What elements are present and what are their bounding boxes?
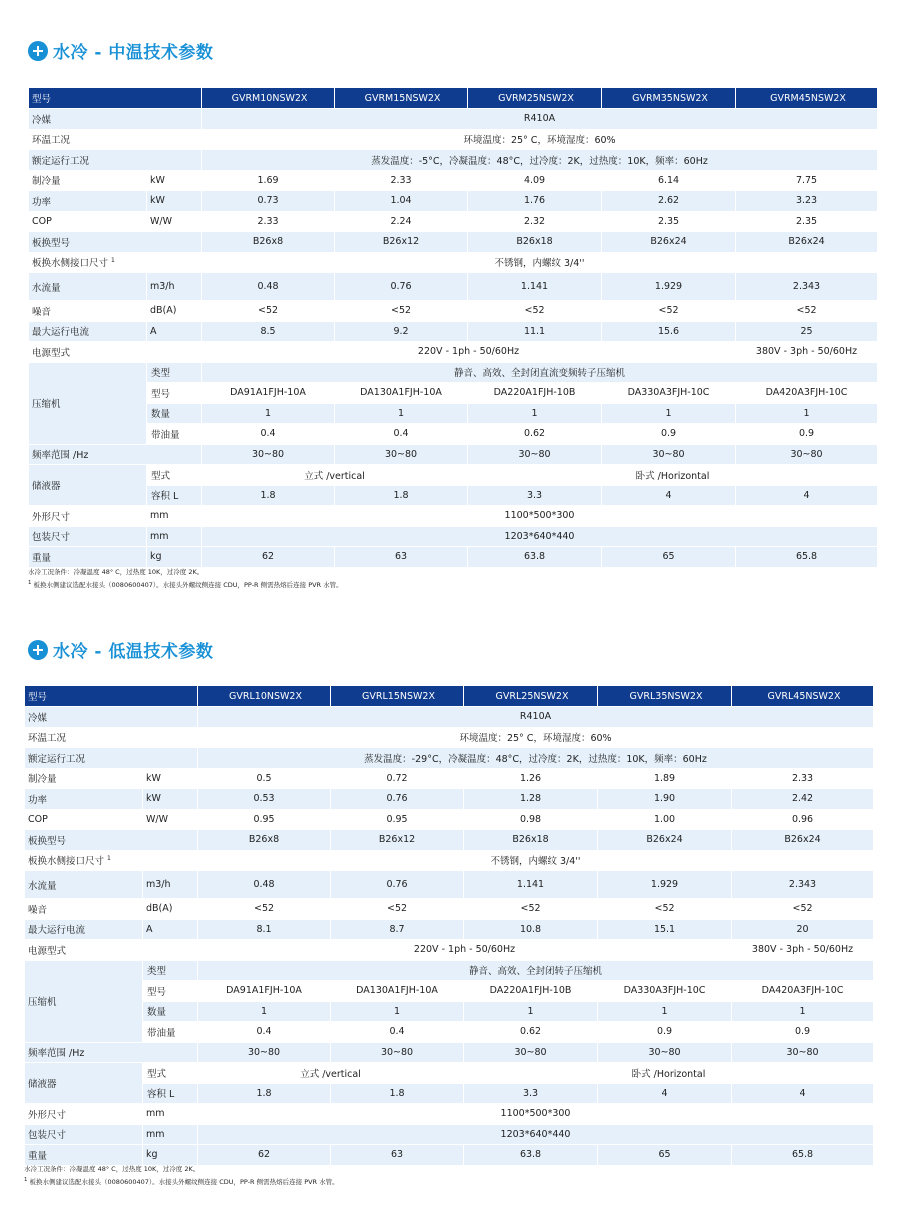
cell-value: 4 bbox=[732, 1083, 874, 1104]
sub-label: 型号 bbox=[147, 383, 202, 404]
cell-value: 1 bbox=[468, 403, 602, 424]
row-unit: kg bbox=[143, 1145, 198, 1166]
row-label: COP bbox=[25, 809, 143, 830]
sub-label: 带油量 bbox=[147, 424, 202, 445]
cell-value: B26x24 bbox=[736, 232, 878, 253]
cell-value: DA91A1FJH-10A bbox=[202, 383, 335, 404]
model-header: GVRM45NSW2X bbox=[736, 88, 878, 109]
cell-value: 1.90 bbox=[598, 789, 732, 810]
table-row bbox=[25, 940, 874, 961]
plus-circle-icon bbox=[28, 41, 48, 61]
table-row bbox=[29, 109, 878, 130]
table-row bbox=[25, 1083, 874, 1104]
cell-value: 1.89 bbox=[598, 768, 732, 789]
table-row bbox=[25, 707, 874, 728]
cell-value: DA220A1FJH-10B bbox=[468, 383, 602, 404]
table-row bbox=[29, 362, 878, 383]
cell-value: 1.8 bbox=[335, 485, 468, 506]
row-label: 最大运行电流 bbox=[25, 919, 143, 940]
row-unit: dB(A) bbox=[143, 899, 198, 920]
table-row bbox=[29, 465, 878, 486]
footnote-marker: 1 bbox=[111, 257, 115, 265]
table-row bbox=[25, 850, 874, 871]
row-unit: W/W bbox=[143, 809, 198, 830]
row-label: 噪音 bbox=[29, 301, 147, 322]
row-unit: mm bbox=[147, 526, 202, 547]
cell-value: 30~80 bbox=[602, 444, 736, 465]
row-label: 压缩机 bbox=[25, 960, 143, 1042]
row-label: 重量 bbox=[25, 1145, 143, 1166]
model-header: GVRL45NSW2X bbox=[732, 686, 874, 707]
row-unit: A bbox=[147, 321, 202, 342]
cell-value: 1203*640*440 bbox=[198, 1124, 874, 1145]
table-row bbox=[25, 727, 874, 748]
table-row bbox=[29, 403, 878, 424]
cell-value: 1.04 bbox=[335, 191, 468, 212]
cell-value: <52 bbox=[736, 301, 878, 322]
model-header: GVRM10NSW2X bbox=[202, 88, 335, 109]
cell-value: 静音、高效、全封闭转子压缩机 bbox=[198, 960, 874, 981]
footnote-connector: 板换水侧建议选配水接头（0080600407）。水接头外螺纹侧连接 CDU，PP-R 侧需热熔后连接 PVR 水管。 bbox=[29, 1178, 339, 1187]
cell-value: 0.4 bbox=[335, 424, 468, 445]
cell-value: 2.343 bbox=[732, 871, 874, 899]
cell-value: 0.72 bbox=[331, 768, 464, 789]
footnote-marker: 1 bbox=[28, 580, 32, 586]
section-title-text: 水冷 - 低温技术参数 bbox=[53, 642, 214, 662]
cell-value: 7.75 bbox=[736, 170, 878, 191]
row-label: 水流量 bbox=[29, 273, 147, 301]
cell-value: 2.35 bbox=[602, 211, 736, 232]
cell-value: 1 bbox=[198, 1001, 331, 1022]
cell-value: 65 bbox=[598, 1145, 732, 1166]
section-title-medium bbox=[28, 38, 213, 63]
model-header: GVRM25NSW2X bbox=[468, 88, 602, 109]
cell-value: 63 bbox=[335, 547, 468, 568]
cell-value: 1.69 bbox=[202, 170, 335, 191]
cell-value: 65.8 bbox=[732, 1145, 874, 1166]
cell-value: 0.76 bbox=[331, 789, 464, 810]
cell-value: B26x24 bbox=[598, 830, 732, 851]
cell-value: 30~80 bbox=[198, 1042, 331, 1063]
cell-value: 2.343 bbox=[736, 273, 878, 301]
cell-value: 30~80 bbox=[598, 1042, 732, 1063]
cell-value: <52 bbox=[331, 899, 464, 920]
cell-value: <52 bbox=[464, 899, 598, 920]
row-unit: kg bbox=[147, 547, 202, 568]
footnote-conditions: 水冷工况条件：冷凝温度 48° C，过热度 10K，过冷度 2K。 bbox=[28, 568, 204, 576]
cell-value: 立式 /vertical bbox=[198, 1063, 464, 1084]
table-row bbox=[25, 1063, 874, 1084]
cell-value: 0.9 bbox=[736, 424, 878, 445]
cell-value: 15.6 bbox=[602, 321, 736, 342]
cell-value: 1.929 bbox=[598, 871, 732, 899]
cell-value: 15.1 bbox=[598, 919, 732, 940]
cell-value: 0.48 bbox=[202, 273, 335, 301]
row-unit: dB(A) bbox=[147, 301, 202, 322]
cell-value: 0.76 bbox=[335, 273, 468, 301]
cell-value: 立式 /vertical bbox=[202, 465, 468, 486]
cell-value: 蒸发温度：-5°C，冷凝温度：48°C，过冷度：2K，过热度：10K，频率：60Hz bbox=[202, 150, 878, 171]
table-row bbox=[29, 444, 878, 465]
cell-value: 1.8 bbox=[202, 485, 335, 506]
row-label-text: 板换水侧接口尺寸 bbox=[28, 856, 105, 868]
table-row bbox=[29, 301, 878, 322]
cell-value: 4.09 bbox=[468, 170, 602, 191]
cell-value: 8.5 bbox=[202, 321, 335, 342]
cell-value: 1 bbox=[202, 403, 335, 424]
row-label-text: 板换水侧接口尺寸 bbox=[32, 258, 109, 270]
table-row bbox=[29, 170, 878, 191]
cell-value: DA330A3FJH-10C bbox=[602, 383, 736, 404]
cell-value: 30~80 bbox=[331, 1042, 464, 1063]
table-row bbox=[25, 1145, 874, 1166]
row-label: 冷媒 bbox=[29, 109, 202, 130]
cell-value: 380V - 3ph - 50/60Hz bbox=[732, 940, 874, 961]
model-header: GVRM15NSW2X bbox=[335, 88, 468, 109]
cell-value: 65.8 bbox=[736, 547, 878, 568]
cell-value: R410A bbox=[202, 109, 878, 130]
cell-value: 0.9 bbox=[598, 1022, 732, 1043]
row-unit: kW bbox=[143, 768, 198, 789]
cell-value: 62 bbox=[198, 1145, 331, 1166]
cell-value: <52 bbox=[602, 301, 736, 322]
sub-label: 类型 bbox=[143, 960, 198, 981]
cell-value: 0.4 bbox=[331, 1022, 464, 1043]
row-label: 压缩机 bbox=[29, 362, 147, 444]
table-row bbox=[29, 424, 878, 445]
cell-value: 25 bbox=[736, 321, 878, 342]
table-row bbox=[29, 232, 878, 253]
row-unit: m3/h bbox=[143, 871, 198, 899]
cell-value: 0.76 bbox=[331, 871, 464, 899]
cell-value: 380V - 3ph - 50/60Hz bbox=[736, 342, 878, 363]
row-unit: W/W bbox=[147, 211, 202, 232]
cell-value: 0.95 bbox=[331, 809, 464, 830]
spec-table-low bbox=[24, 685, 874, 1166]
row-label: 额定运行工况 bbox=[25, 748, 198, 769]
row-unit: A bbox=[143, 919, 198, 940]
sub-label: 类型 bbox=[147, 362, 202, 383]
cell-value: 4 bbox=[736, 485, 878, 506]
cell-value: 1.8 bbox=[198, 1083, 331, 1104]
cell-value: 2.42 bbox=[732, 789, 874, 810]
sub-label: 型号 bbox=[143, 981, 198, 1002]
row-label: 包装尺寸 bbox=[25, 1124, 143, 1145]
cell-value: 65 bbox=[602, 547, 736, 568]
row-label: 噪音 bbox=[25, 899, 143, 920]
cell-value: 9.2 bbox=[335, 321, 468, 342]
cell-value: 0.98 bbox=[464, 809, 598, 830]
section-title-low bbox=[28, 637, 213, 662]
row-unit: kW bbox=[147, 191, 202, 212]
cell-value: <52 bbox=[198, 899, 331, 920]
table-row bbox=[25, 768, 874, 789]
cell-value: 0.96 bbox=[732, 809, 874, 830]
table-row bbox=[29, 485, 878, 506]
cell-value: 静音、高效、全封闭直流变频转子压缩机 bbox=[202, 362, 878, 383]
cell-value: 1.26 bbox=[464, 768, 598, 789]
model-header: GVRM35NSW2X bbox=[602, 88, 736, 109]
cell-value: 30~80 bbox=[335, 444, 468, 465]
row-label: 最大运行电流 bbox=[29, 321, 147, 342]
table-header-row bbox=[29, 88, 878, 109]
row-label: 板换型号 bbox=[25, 830, 198, 851]
cell-value: 1 bbox=[736, 403, 878, 424]
cell-value: <52 bbox=[335, 301, 468, 322]
table-header-row bbox=[25, 686, 874, 707]
cell-value: 1 bbox=[732, 1001, 874, 1022]
cell-value: 卧式 /Horizontal bbox=[468, 465, 878, 486]
cell-value: 30~80 bbox=[464, 1042, 598, 1063]
footnote-marker: 1 bbox=[107, 855, 111, 863]
cell-value: 2.35 bbox=[736, 211, 878, 232]
row-unit: mm bbox=[143, 1124, 198, 1145]
table-row bbox=[25, 1042, 874, 1063]
table-row bbox=[29, 252, 878, 273]
cell-value: 30~80 bbox=[202, 444, 335, 465]
cell-value: 2.32 bbox=[468, 211, 602, 232]
sub-label: 型式 bbox=[147, 465, 202, 486]
footnote-line bbox=[24, 1175, 339, 1188]
cell-value: B26x12 bbox=[331, 830, 464, 851]
row-label: 功率 bbox=[25, 789, 143, 810]
cell-value: <52 bbox=[468, 301, 602, 322]
cell-value: 1 bbox=[335, 403, 468, 424]
row-label: 制冷量 bbox=[25, 768, 143, 789]
cell-value: 30~80 bbox=[736, 444, 878, 465]
cell-value: 1 bbox=[331, 1001, 464, 1022]
cell-value: DA420A3FJH-10C bbox=[736, 383, 878, 404]
row-unit: m3/h bbox=[147, 273, 202, 301]
cell-value: B26x8 bbox=[202, 232, 335, 253]
footnote-block bbox=[24, 1164, 339, 1188]
cell-value: 环境温度：25° C，环境湿度：60% bbox=[202, 129, 878, 150]
cell-value: 0.9 bbox=[732, 1022, 874, 1043]
cell-value: 1.141 bbox=[464, 871, 598, 899]
cell-value: DA220A1FJH-10B bbox=[464, 981, 598, 1002]
model-header: GVRL15NSW2X bbox=[331, 686, 464, 707]
row-unit: kW bbox=[147, 170, 202, 191]
table-row bbox=[25, 871, 874, 899]
table-row bbox=[29, 342, 878, 363]
cell-value: 0.9 bbox=[602, 424, 736, 445]
sub-label: 容积 L bbox=[143, 1083, 198, 1104]
cell-value: 2.33 bbox=[335, 170, 468, 191]
cell-value: 3.3 bbox=[468, 485, 602, 506]
cell-value: 不锈钢，内螺纹 3/4'' bbox=[202, 252, 878, 273]
cell-value: 1 bbox=[464, 1001, 598, 1022]
row-unit: mm bbox=[143, 1104, 198, 1125]
spec-table-medium bbox=[28, 87, 878, 568]
cell-value: 1.00 bbox=[598, 809, 732, 830]
row-label: 外形尺寸 bbox=[25, 1104, 143, 1125]
sub-label: 数量 bbox=[143, 1001, 198, 1022]
cell-value: 220V - 1ph - 50/60Hz bbox=[198, 940, 732, 961]
cell-value: 2.33 bbox=[732, 768, 874, 789]
table-row bbox=[25, 981, 874, 1002]
cell-value: 0.73 bbox=[202, 191, 335, 212]
cell-value: 1100*500*300 bbox=[198, 1104, 874, 1125]
cell-value: 8.1 bbox=[198, 919, 331, 940]
cell-value: 0.48 bbox=[198, 871, 331, 899]
cell-value: 6.14 bbox=[602, 170, 736, 191]
footnote-marker: 1 bbox=[24, 1177, 28, 1183]
table-row bbox=[29, 383, 878, 404]
cell-value: 1203*640*440 bbox=[202, 526, 878, 547]
cell-value: 63 bbox=[331, 1145, 464, 1166]
cell-value: 2.24 bbox=[335, 211, 468, 232]
cell-value: 1.76 bbox=[468, 191, 602, 212]
cell-value: 0.62 bbox=[464, 1022, 598, 1043]
footnote-connector: 板换水侧建议选配水接头（0080600407）。水接头外螺纹侧连接 CDU，PP-R 侧需热熔后连接 PVR 水管。 bbox=[33, 581, 343, 590]
cell-value: 1 bbox=[598, 1001, 732, 1022]
cell-value: 环境温度：25° C，环境湿度：60% bbox=[198, 727, 874, 748]
cell-value: 3.23 bbox=[736, 191, 878, 212]
cell-value: 10.8 bbox=[464, 919, 598, 940]
table-row bbox=[25, 830, 874, 851]
table-row bbox=[29, 191, 878, 212]
table-row bbox=[25, 919, 874, 940]
cell-value: B26x12 bbox=[335, 232, 468, 253]
row-label: 频率范围 /Hz bbox=[25, 1042, 198, 1063]
table-row bbox=[25, 1104, 874, 1125]
table-row bbox=[29, 129, 878, 150]
table-row bbox=[25, 960, 874, 981]
cell-value: <52 bbox=[598, 899, 732, 920]
cell-value: 0.5 bbox=[198, 768, 331, 789]
cell-value: 4 bbox=[598, 1083, 732, 1104]
row-label: 水流量 bbox=[25, 871, 143, 899]
cell-value: B26x18 bbox=[468, 232, 602, 253]
model-header: GVRL35NSW2X bbox=[598, 686, 732, 707]
row-label: 储液器 bbox=[29, 465, 147, 506]
table-row bbox=[25, 1124, 874, 1145]
row-label: 重量 bbox=[29, 547, 147, 568]
cell-value: <52 bbox=[732, 899, 874, 920]
table-row bbox=[25, 748, 874, 769]
table-row bbox=[25, 1022, 874, 1043]
cell-value: B26x24 bbox=[602, 232, 736, 253]
row-label bbox=[29, 252, 202, 273]
row-label: 外形尺寸 bbox=[29, 506, 147, 527]
cell-value: 1.28 bbox=[464, 789, 598, 810]
table-row bbox=[29, 150, 878, 171]
table-row bbox=[25, 899, 874, 920]
col-header-label: 型号 bbox=[29, 88, 202, 109]
cell-value: 2.62 bbox=[602, 191, 736, 212]
cell-value: 63.8 bbox=[468, 547, 602, 568]
cell-value: 0.62 bbox=[468, 424, 602, 445]
cell-value: <52 bbox=[202, 301, 335, 322]
model-header: GVRL25NSW2X bbox=[464, 686, 598, 707]
cell-value: 0.95 bbox=[198, 809, 331, 830]
cell-value: R410A bbox=[198, 707, 874, 728]
table-row bbox=[29, 273, 878, 301]
cell-value: 2.33 bbox=[202, 211, 335, 232]
cell-value: 3.3 bbox=[464, 1083, 598, 1104]
cell-value: 62 bbox=[202, 547, 335, 568]
row-label: 冷媒 bbox=[25, 707, 198, 728]
row-label: 包装尺寸 bbox=[29, 526, 147, 547]
row-label: 功率 bbox=[29, 191, 147, 212]
row-label: 电源型式 bbox=[25, 940, 198, 961]
cell-value: 卧式 /Horizontal bbox=[464, 1063, 874, 1084]
row-label: 电源型式 bbox=[29, 342, 202, 363]
sub-label: 数量 bbox=[147, 403, 202, 424]
cell-value: 1100*500*300 bbox=[202, 506, 878, 527]
cell-value: B26x24 bbox=[732, 830, 874, 851]
table-row bbox=[29, 526, 878, 547]
table-row bbox=[25, 809, 874, 830]
cell-value: 1.929 bbox=[602, 273, 736, 301]
row-label bbox=[25, 850, 198, 871]
plus-circle-icon bbox=[28, 640, 48, 660]
table-row bbox=[29, 547, 878, 568]
row-label: 制冷量 bbox=[29, 170, 147, 191]
row-label: COP bbox=[29, 211, 147, 232]
section-title-text: 水冷 - 中温技术参数 bbox=[53, 43, 214, 63]
cell-value: 220V - 1ph - 50/60Hz bbox=[202, 342, 736, 363]
footnote-conditions: 水冷工况条件：冷凝温度 48° C，过热度 10K，过冷度 2K。 bbox=[24, 1165, 200, 1173]
table-row bbox=[29, 211, 878, 232]
cell-value: B26x8 bbox=[198, 830, 331, 851]
cell-value: DA330A3FJH-10C bbox=[598, 981, 732, 1002]
cell-value: DA420A3FJH-10C bbox=[732, 981, 874, 1002]
cell-value: B26x18 bbox=[464, 830, 598, 851]
row-unit: kW bbox=[143, 789, 198, 810]
sub-label: 带油量 bbox=[143, 1022, 198, 1043]
row-label: 储液器 bbox=[25, 1063, 143, 1104]
cell-value: 不锈钢，内螺纹 3/4'' bbox=[198, 850, 874, 871]
cell-value: 30~80 bbox=[468, 444, 602, 465]
table-row bbox=[25, 1001, 874, 1022]
cell-value: 1.141 bbox=[468, 273, 602, 301]
sub-label: 容积 L bbox=[147, 485, 202, 506]
footnote-line bbox=[28, 578, 343, 591]
row-label: 环温工况 bbox=[25, 727, 198, 748]
table-row bbox=[25, 789, 874, 810]
cell-value: 30~80 bbox=[732, 1042, 874, 1063]
cell-value: 20 bbox=[732, 919, 874, 940]
cell-value: 11.1 bbox=[468, 321, 602, 342]
sub-label: 型式 bbox=[143, 1063, 198, 1084]
row-label: 频率范围 /Hz bbox=[29, 444, 202, 465]
model-header: GVRL10NSW2X bbox=[198, 686, 331, 707]
cell-value: 0.53 bbox=[198, 789, 331, 810]
cell-value: 4 bbox=[602, 485, 736, 506]
footnote-block bbox=[28, 567, 343, 591]
row-label: 额定运行工况 bbox=[29, 150, 202, 171]
cell-value: DA130A1FJH-10A bbox=[335, 383, 468, 404]
cell-value: 63.8 bbox=[464, 1145, 598, 1166]
cell-value: DA91A1FJH-10A bbox=[198, 981, 331, 1002]
col-header-label: 型号 bbox=[25, 686, 198, 707]
cell-value: 0.4 bbox=[198, 1022, 331, 1043]
cell-value: 8.7 bbox=[331, 919, 464, 940]
row-unit: mm bbox=[147, 506, 202, 527]
row-label: 板换型号 bbox=[29, 232, 202, 253]
cell-value: DA130A1FJH-10A bbox=[331, 981, 464, 1002]
cell-value: 1 bbox=[602, 403, 736, 424]
row-label: 环温工况 bbox=[29, 129, 202, 150]
table-row bbox=[29, 506, 878, 527]
cell-value: 0.4 bbox=[202, 424, 335, 445]
cell-value: 1.8 bbox=[331, 1083, 464, 1104]
table-row bbox=[29, 321, 878, 342]
cell-value: 蒸发温度：-29°C，冷凝温度：48°C，过冷度：2K，过热度：10K，频率：60Hz bbox=[198, 748, 874, 769]
